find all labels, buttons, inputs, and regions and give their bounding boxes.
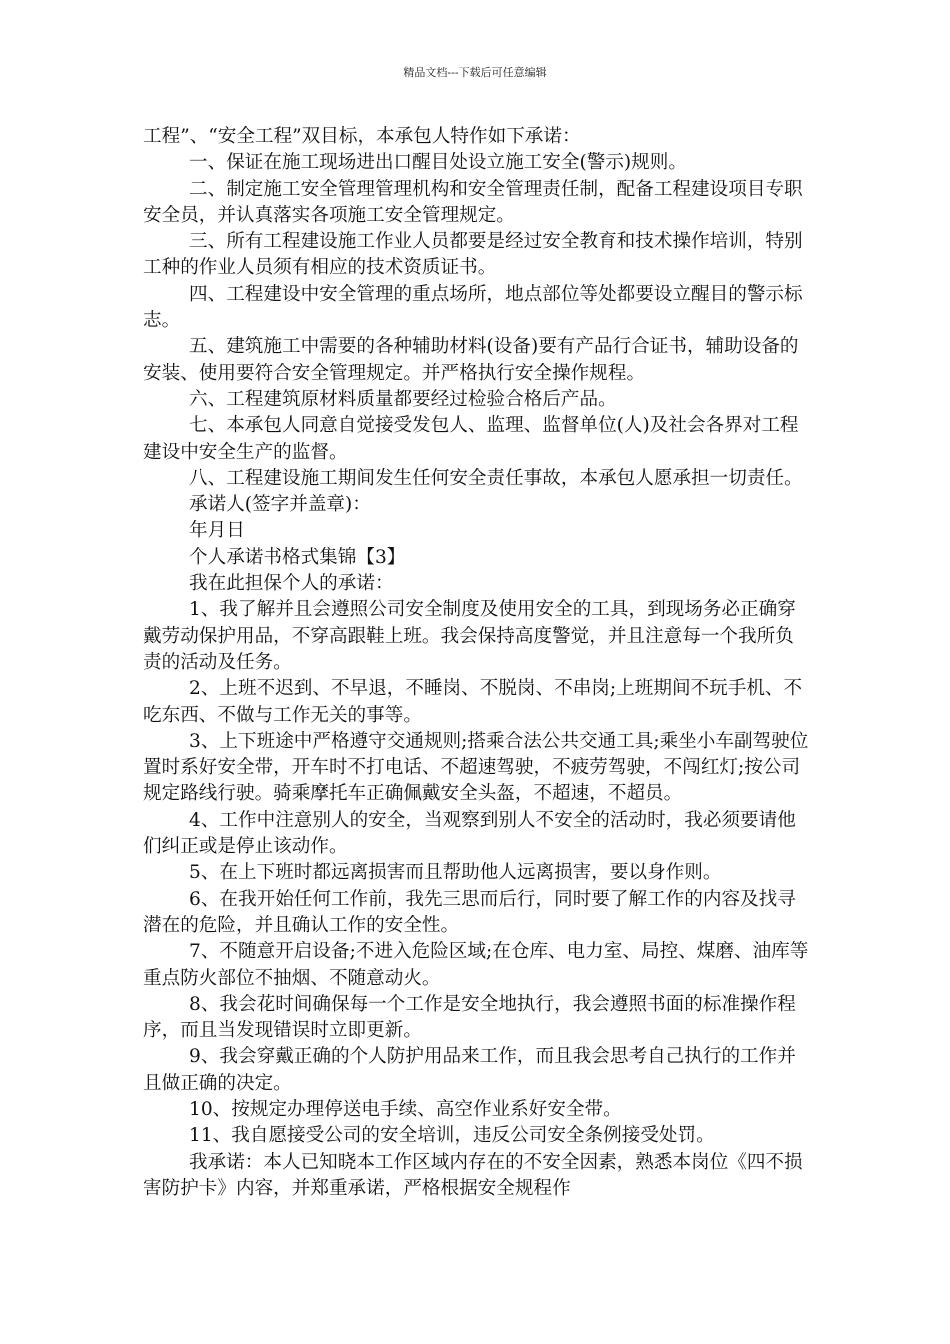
paragraph: 10、按规定办理停送电手续、高空作业系好安全带。: [189, 1098, 622, 1120]
paragraph: 工程”、“安全工程”双目标，本承包人特作如下承诺：: [143, 126, 581, 147]
paragraph: 6、在我开始任何工作前，我先三思而后行，同时要了解工作的内容及找寻潜在的危险，并且确认工作的安全性。: [143, 888, 796, 936]
paragraph: 7、不随意开启设备;不进入危险区域;在仓库、电力室、局控、煤磨、油库等重点防火部位不抽烟、不随意动火。: [143, 941, 809, 989]
paragraph: 8、我会花时间确保每一个工作是安全地执行，我会遵照书面的标准操作程序，而且当发现错误时立即更新。: [143, 993, 796, 1042]
paragraph: 个人承诺书格式集锦【3】: [189, 546, 406, 568]
paragraph: 4、工作中注意别人的安全，当观察到别人不安全的活动时，我必须要请他们纠正或是停止该动作。: [143, 809, 796, 858]
paragraph: 11、我自愿接受公司的安全培训，违反公司安全条例接受处罚。: [189, 1125, 715, 1147]
paragraph: 3、上下班途中严格遵守交通规则;搭乘合法公共交通工具;乘坐小车副驾驶位置时系好安全带，开车时不打电话、不超速驾驶，不疲劳驾驶，不闯红灯;按公司规定路线行驶。骑乘摩托车正确佩戴安全头盔，不超速，不超员。: [143, 730, 809, 805]
paragraph: 一、保证在施工现场进出口醒目处设立施工安全(警示)规则。: [189, 152, 687, 174]
paragraph: 2、上班不迟到、不早退，不睡岗、不脱岗、不串岗;上班期间不玩手机、不吃东西、不做与工作无关的事等。: [143, 678, 803, 726]
paragraph: 四、工程建设中安全管理的重点场所，地点部位等处都要设立醒目的警示标志。: [143, 283, 803, 332]
paragraph: 八、工程建设施工期间发生任何安全责任事故，本承包人愿承担一切责任。: [189, 467, 803, 489]
paragraph: 1、我了解并且会遵照公司安全制度及使用安全的工具，到现场务必正确穿戴劳动保护用品，不穿高跟鞋上班。我会保持高度警觉，并且注意每一个我所负责的活动及任务。: [143, 599, 796, 673]
paragraph: 七、本承包人同意自觉接受发包人、监理、监督单位(人)及社会各界对工程建设中安全生产的监督。: [143, 415, 799, 463]
paragraph: 承诺人(签字并盖章)：: [189, 494, 371, 516]
paragraph: 三、所有工程建设施工作业人员都要是经过安全教育和技术操作培训，特别工种的作业人员须有相应的技术资质证书。: [143, 231, 803, 279]
document-body: [143, 124, 811, 1202]
paragraph: 二、制定施工安全管理管理机构和安全管理责任制，配备工程建设项目专职安全员，并认真落实各项施工安全管理规定。: [143, 178, 803, 226]
paragraph: 我承诺：本人已知晓本工作区域内存在的不安全因素，熟悉本岗位《四不损害防护卡》内容，并郑重承诺，严格根据安全规程作: [143, 1151, 803, 1199]
paragraph: 五、建筑施工中需要的各种辅助材料(设备)要有产品行合证书，辅助设备的安装、使用要符合安全管理规定。并严格执行安全操作规程。: [143, 336, 799, 384]
paragraph: 我在此担保个人的承诺：: [189, 573, 394, 595]
paragraph: 9、我会穿戴正确的个人防护用品来工作，而且我会思考自己执行的工作并且做正确的决定。: [143, 1046, 796, 1094]
page-header: 精品文档---下载后可任意编辑: [403, 66, 547, 79]
paragraph: 5、在上下班时都远离损害而且帮助他人远离损害，要以身作则。: [189, 862, 722, 884]
paragraph: 年月日: [189, 520, 245, 542]
paragraph: 六、工程建筑原材料质量都要经过检验合格后产品。: [189, 388, 617, 410]
